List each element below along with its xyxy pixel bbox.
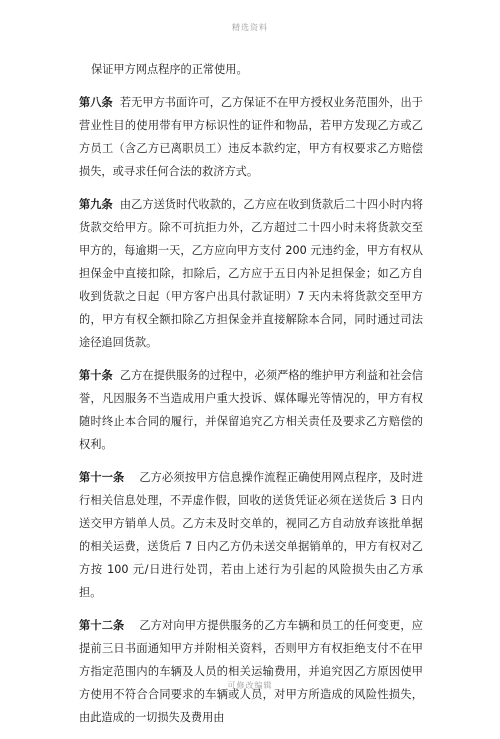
article-12 xyxy=(79,614,423,729)
article-first-line: 乙方在提供服务的过程中，必须严格的维护甲方利益和社会信誉，凡因 xyxy=(79,369,423,405)
article-text: 息处理，不弄虚作假，回收的送货凭证必须在送货后 3 日内送交甲方销单人员。乙方未及时交单的，视同乙方自动放弃该批单据的相关运费，送货后 7 日内乙方仍未送交单据销单的，甲方有权对乙方按 100 元/日进行处罚，若由上述行为引起的风险损失由乙方承担。 xyxy=(79,494,423,599)
article-text: 书面通知甲方并附相关资料，否则甲方有权拒绝支付不在甲方指定范围内的车辆及人员的相关运输费用，并追究因乙方原因使甲方使用不符合合同要求的车辆或人员，对甲方所造成的风险性损失，由此造成的一切损失及费用由 xyxy=(79,642,423,724)
article-11 xyxy=(79,466,423,604)
article-text: 甲方。除不可抗拒力外，乙方超过二十四小时未将货款交至甲方的，每逾期一天，乙方应向甲方支付 200 元违约金，甲方有权从担保金中直接扣除，扣除后，乙方应于五日内补足担保金；如乙方自收到货款之日起（甲方客户出具付款证明）7 天内未将货款交至甲方的，甲方有权全额扣除乙方担保金并直接解除本合同，同时通过司法途径追回货款。 xyxy=(79,221,423,349)
article-text: 服务不当造成用户重大投诉、媒体曝光等情况的，甲方有权随时终止本合同的履行，并保留追究乙方相关责任及要求乙方赔偿的权利。 xyxy=(79,392,423,451)
article-8 xyxy=(79,91,423,183)
article-first-line: 若无甲方书面许可，乙方保证不在甲方授权业务范围外，出于营业性目 xyxy=(79,96,423,132)
article-first-line: 乙方对向甲方提供服务的乙方车辆和员工的任何变更，应提前三日 xyxy=(79,619,423,655)
continuation-paragraph: 保证甲方网点程序的正常使用。 xyxy=(91,63,248,76)
document-body xyxy=(79,58,423,739)
article-label: 第八条 xyxy=(79,96,113,109)
article-label: 第十二条 xyxy=(79,619,125,632)
article-10 xyxy=(79,364,423,456)
article-text: 的使用带有甲方标识性的证件和物品，若甲方发现乙方或乙方员工（含乙方已离职员工）违反本款约定，甲方有权要求乙方赔偿损失，或寻求任何合法的救济方式。 xyxy=(79,119,423,178)
article-label: 第九条 xyxy=(79,198,113,211)
article-9 xyxy=(79,193,423,354)
article-first-line: 乙方必须按甲方信息操作流程正确使用网点程序，及时进行相关信 xyxy=(79,471,423,507)
article-first-line: 由乙方送货时代收款的，乙方应在收到货款后二十四小时内将货款交给 xyxy=(79,198,423,234)
article-label: 第十一条 xyxy=(79,471,125,484)
article-label: 第十条 xyxy=(79,369,113,382)
footer-watermark: 可修改编辑 xyxy=(227,681,273,690)
header-watermark: 精选资料 xyxy=(232,23,268,32)
